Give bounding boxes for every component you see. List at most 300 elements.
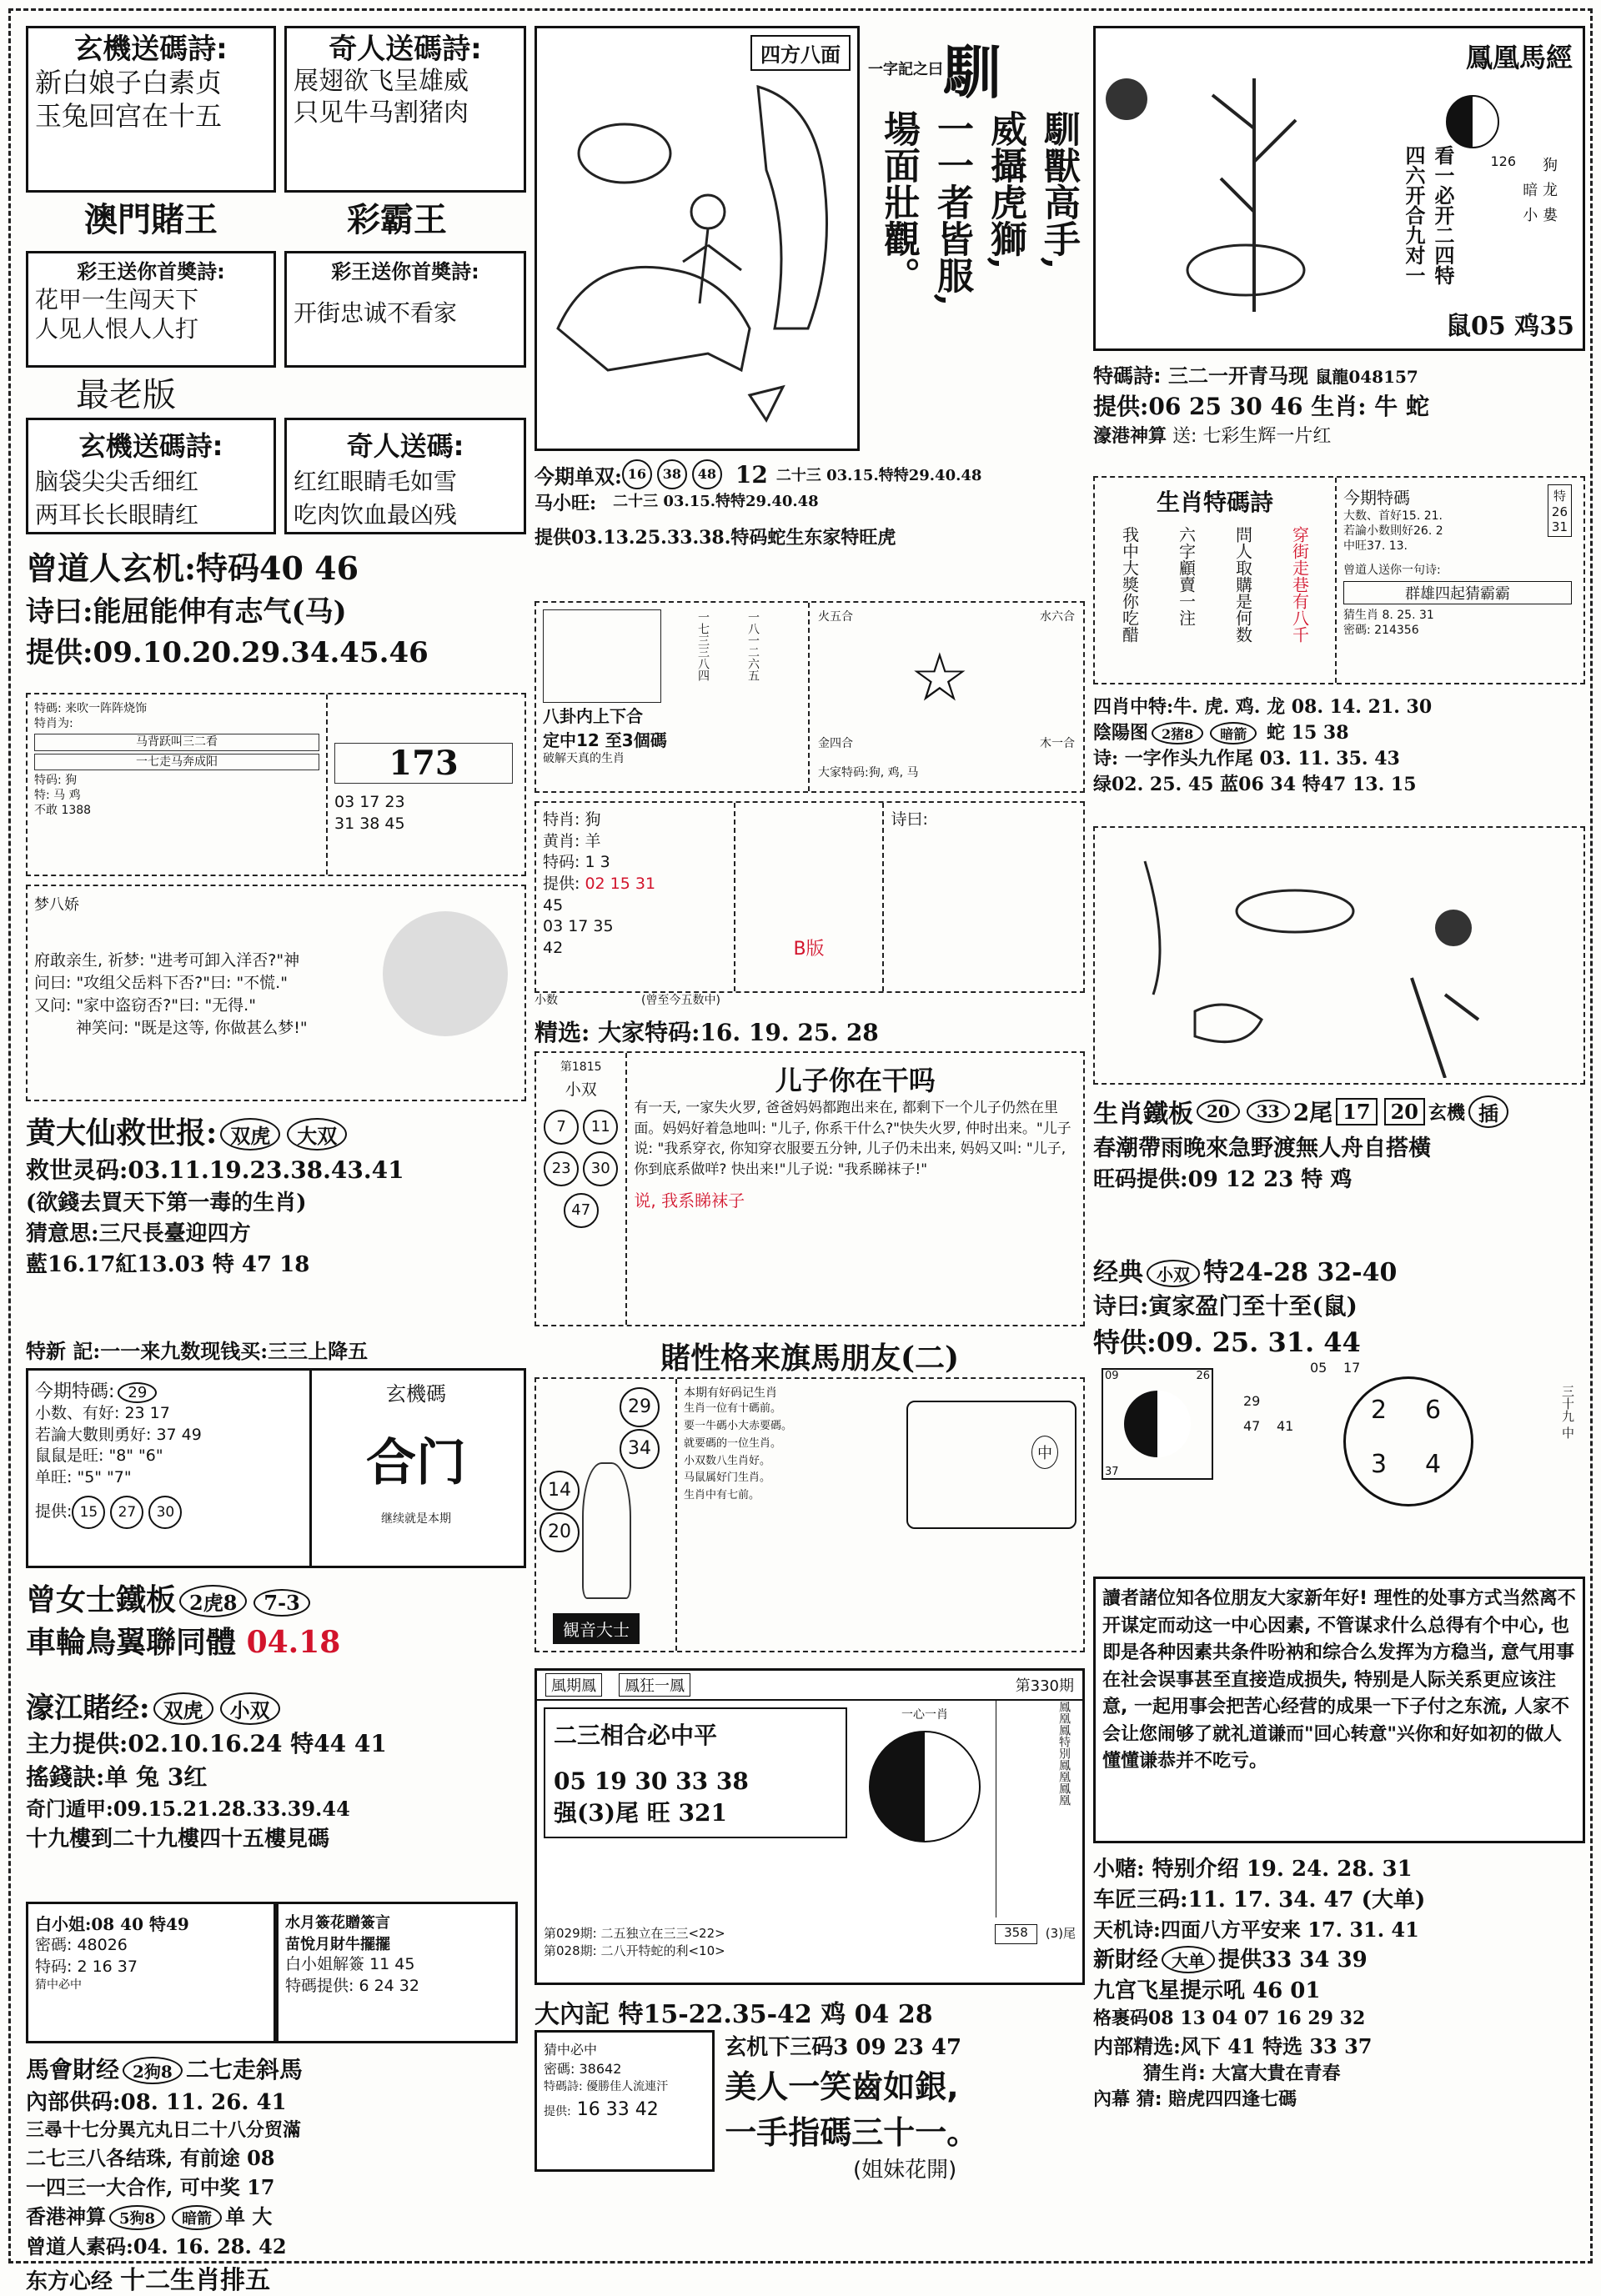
value: 狗 <box>585 810 601 829</box>
value: 17 <box>1343 1360 1361 1376</box>
tab: 風期鳳 <box>545 1673 602 1697</box>
poem-line: 美人一笑齒如銀, <box>725 2068 959 2105</box>
value: (曾至今五数中) <box>641 994 720 1007</box>
label: 本期有好码记生肖 <box>684 1386 778 1400</box>
line: 提供03.13.25.33.38.特码蛇生东家特旺虎 <box>535 527 896 549</box>
value: 42 <box>635 2099 659 2120</box>
value: 11 45 <box>369 1955 415 1973</box>
zeng-line: 提供:09.10.20.29.34.45.46 <box>26 636 429 669</box>
tag: 双虎 <box>220 1118 280 1151</box>
value: 一七走马奔成阳 <box>34 754 319 770</box>
label: 水六合 <box>1040 610 1075 624</box>
label: 特肖: <box>543 810 580 829</box>
line: 四肖中特:牛. 虎. 鸡. 龙 08. 14. 21. 30 <box>1093 696 1433 718</box>
son-section <box>535 1051 1085 1326</box>
body-line: 小双数八生肖好。 <box>684 1454 771 1467</box>
value: 26 <box>1551 504 1568 519</box>
value: 31 <box>1551 519 1568 534</box>
reader-notice <box>1093 1577 1585 1843</box>
value: 4 <box>1425 1450 1442 1479</box>
label: 特码: <box>34 773 62 787</box>
label: 火五合 <box>818 610 853 624</box>
body-line: 生肖中有七前。 <box>684 1489 760 1502</box>
label: 特碼: <box>34 702 62 715</box>
mahui-section <box>26 2052 526 2296</box>
value: 鼠05 鸡35 <box>1446 312 1574 341</box>
number: 38 <box>657 459 687 489</box>
line: 玄机下三码3 09 23 47 <box>725 2035 962 2060</box>
value: 蛇 15 38 <box>1266 722 1349 744</box>
tema-big-number: 173 <box>334 743 513 784</box>
label: 诗曰: <box>891 810 928 829</box>
poem-box-qiren-2 <box>284 418 526 534</box>
tag: 5狗8 <box>109 2205 165 2230</box>
poem-line: 我中大獎你吃醋 <box>1119 526 1140 643</box>
tag: 小双 <box>220 1692 280 1725</box>
poem-box-xuanji <box>26 26 276 193</box>
line: 一四三一大合作, 可中奖 17 <box>26 2175 275 2199</box>
line: 小赌: 特别介绍 19. 24. 28. 31 <box>1093 1857 1413 1882</box>
tag: 大单 <box>1162 1946 1215 1973</box>
section-title: 生肖鐵板 <box>1093 1100 1193 1129</box>
label: 特码: <box>543 853 580 872</box>
value: 09 <box>1105 1370 1119 1382</box>
poem-line: 春潮帶雨晚來急野渡無人舟自搭橫 <box>1093 1135 1431 1161</box>
value: 358 <box>995 1924 1037 1944</box>
number: 48 <box>692 459 722 489</box>
jingdian-section <box>1093 1251 1585 1568</box>
value: 猜中必中 <box>35 1978 82 1993</box>
label: 今期特碼: <box>35 1381 115 1402</box>
texiao-section <box>535 801 1085 993</box>
section-title: 经典 <box>1093 1258 1143 1287</box>
xun-poem <box>860 26 1085 451</box>
value: 31 38 45 <box>334 814 405 833</box>
number: 15 <box>72 1496 105 1529</box>
line: 若論小数則好26. 2 <box>1343 524 1443 539</box>
value: 6 24 32 <box>359 1976 419 1995</box>
body-line: 生肖一位有十碼前。 <box>684 1402 782 1416</box>
gift-line: 花甲一生闯天下 <box>35 286 199 314</box>
value: 45 <box>543 895 564 915</box>
line: 05 19 30 33 38 <box>554 1767 749 1795</box>
section-title: 馬會財经 <box>26 2056 120 2083</box>
body-line: 就要碼的一位生肖。 <box>684 1436 782 1450</box>
label: 提供: <box>35 1501 73 1521</box>
value: 三二一开青马现 <box>1167 364 1308 388</box>
value: 16 <box>576 2099 600 2120</box>
value: 2 <box>1371 1396 1388 1425</box>
haojiang-section <box>26 1685 526 1893</box>
value: 41 <box>1277 1418 1294 1434</box>
tag: 双虎 <box>153 1692 213 1725</box>
shengxiao-tema-section <box>1093 476 1585 684</box>
value: "5" "7" <box>77 1467 132 1486</box>
poem-line: 一一者皆服, <box>931 110 973 307</box>
value: B版 <box>793 939 825 960</box>
label: 提供: <box>544 2105 571 2118</box>
value: 送: 七彩生辉一片红 <box>1172 426 1332 447</box>
label: 若論大數則勇好: <box>35 1425 152 1444</box>
label: 小数、有好: <box>35 1404 120 1422</box>
tag: 小双 <box>1147 1260 1200 1287</box>
value: 二十三 03.15.特特29.40.48 <box>613 493 819 510</box>
label: 玄機碼 <box>386 1382 446 1406</box>
number: 29 <box>620 1387 660 1427</box>
line: 三尋十七分異亢丸日二十八分贸滿 <box>26 2119 302 2141</box>
value: 小数 <box>535 994 558 1007</box>
value: 马 鸡 <box>53 788 81 802</box>
wang-section <box>535 1335 1085 1660</box>
poem-title: 玄機送碼詩: <box>78 430 223 462</box>
label: 鼠鼠是旺: <box>35 1446 104 1466</box>
line: 猜生肖: 大富大貴在青春 <box>1143 2063 1341 2084</box>
value: 05 <box>1310 1360 1327 1376</box>
poem-line: 穿街走巷有八千 <box>1289 526 1310 643</box>
flying-figure-illustration <box>1093 826 1585 1085</box>
gift-title: 彩王送你首奬詩: <box>331 260 479 283</box>
value: 大家特码:狗, 鸡, 马 <box>818 766 919 780</box>
number: 30 <box>583 1151 618 1186</box>
newspaper-page <box>8 8 1593 2295</box>
poem-title: 奇人送碼: <box>346 430 464 462</box>
label: 小双 <box>565 1080 597 1100</box>
value: 特 <box>1553 489 1566 504</box>
lion-tiger-drawing-icon <box>541 53 858 451</box>
value: 一八一二六五 <box>746 611 760 681</box>
value: 03 17 35 <box>543 917 614 936</box>
huang-daxian-section <box>26 1110 526 1326</box>
label: 木一合 <box>1040 737 1075 750</box>
label: 东方心经 <box>26 2269 113 2294</box>
zeng-nvshi-section <box>26 1577 526 1677</box>
line: 诗: 一字作头九作尾 03. 11. 35. 43 <box>1093 748 1400 770</box>
clock-icon <box>1343 1376 1473 1506</box>
value: 继续就是本期 <box>381 1512 451 1526</box>
value: 37 49 <box>156 1425 202 1444</box>
number: 16 <box>622 459 652 489</box>
line: (欲錢去買天下第一毒的生肖) <box>26 1191 307 1216</box>
poem-line: 新白娘子白素贞 <box>35 67 223 99</box>
gift-title: 彩王送你首奬詩: <box>77 260 225 283</box>
guanyin-figure-icon <box>582 1462 631 1599</box>
label: 提供: <box>543 874 580 893</box>
value: 鼠龍048157 <box>1315 367 1418 387</box>
label: 密碼: <box>35 1936 73 1954</box>
section-title: 生肖特碼詩 <box>1156 489 1273 516</box>
danei-section <box>535 1993 1085 2183</box>
tag: 33 <box>1247 1100 1290 1123</box>
poem-line: 红红眼睛毛如雪 <box>294 468 458 495</box>
line: 主力提供:02.10.16.24 <box>26 1730 283 1757</box>
number: 7 <box>544 1110 579 1145</box>
poem-line: 两耳长长眼睛红 <box>35 501 199 529</box>
gift-line: 开街忠诚不看家 <box>294 299 458 328</box>
poem-line: 威攝虎獅, <box>984 110 1026 270</box>
face-drawing-icon <box>906 1401 1077 1529</box>
tag: 17 <box>1336 1098 1377 1125</box>
label: 陰陽图 <box>1093 722 1149 744</box>
xiaodu-section <box>1093 1852 1585 2111</box>
label: 密碼: <box>544 2061 575 2077</box>
bagua-section <box>535 601 1085 793</box>
value: 来吹一阵阵烧饰 <box>65 702 148 715</box>
number: 47 <box>564 1193 599 1228</box>
line: 苗悅月財牛擺擺 <box>285 1936 390 1953</box>
tema-poem-section <box>1093 359 1585 468</box>
line: 特供:09. 25. 31. 44 <box>1093 1326 1361 1358</box>
tab: 第330期 <box>1015 1677 1074 1695</box>
line: 旺码提供:09 12 23 特 鸡 <box>1093 1167 1353 1192</box>
value: 提供33 34 39 <box>1218 1948 1368 1973</box>
oldest-edition: 最老版 <box>76 376 176 414</box>
line: 搖錢訣:单 兔 3红 <box>26 1763 208 1791</box>
line: 破解天真的生肖 <box>543 752 625 765</box>
poem-line: 脑袋尖尖舌细红 <box>35 468 199 495</box>
number: 30 <box>148 1496 182 1529</box>
tag: 2尾 <box>1292 1099 1333 1126</box>
section-title: 鳳凰馬經 <box>1465 42 1573 73</box>
line: 车匠三码:11. 17. 34. 47 (大单) <box>1093 1887 1426 1912</box>
label: 不敢 <box>34 804 58 818</box>
poem-title: 奇人送碼詩: <box>329 33 482 66</box>
label: 特码: <box>35 1957 73 1976</box>
tag: 20 <box>1197 1100 1240 1123</box>
poem-box-xuanji-2 <box>26 418 276 534</box>
value: 暗 龙 <box>1523 182 1558 199</box>
dream-title: 梦八娇 <box>34 896 79 914</box>
value: 大家特码:16. 19. 25. 28 <box>598 1019 879 1046</box>
label: 新財经 <box>1093 1948 1159 1973</box>
section-title: 賭性格来旗馬朋友(二) <box>660 1341 960 1376</box>
tema-box <box>26 693 526 876</box>
line: 强(3)尾 旺 321 <box>554 1799 727 1827</box>
value: 单 大 <box>225 2204 273 2228</box>
tag: 2虎8 <box>179 1585 247 1617</box>
value: 三十九 中 <box>1560 1385 1575 1439</box>
line: 十九樓到二十九樓四十五樓見碼 <box>26 1827 330 1852</box>
label: 今期单双: <box>535 464 622 489</box>
line: 大数、首好15. 21. <box>1343 509 1443 523</box>
label: 特: <box>34 788 50 802</box>
tamer-illustration <box>535 26 860 451</box>
poem-line: 問人取購是何数 <box>1232 526 1253 643</box>
fenghuang-section <box>1093 26 1585 351</box>
line: 九宫飞星提示吼 46 01 <box>1093 1978 1321 2003</box>
poem-foot: (姐妹花開) <box>852 2158 957 2183</box>
value: 37 <box>1105 1466 1119 1478</box>
label: 猜中必中 <box>544 2042 598 2058</box>
poem-title: 玄機送碼詩: <box>74 33 228 66</box>
value: 特44 41 <box>290 1730 387 1757</box>
numbers-section <box>535 459 1085 593</box>
column-middle <box>535 26 1085 2183</box>
tag: 2狗8 <box>123 2057 183 2084</box>
section-title: 今期特碼 <box>1343 488 1410 508</box>
poem-box-qiren <box>284 26 526 193</box>
texin-line: 特新 記:一一来九数现钱买:三三上降五 <box>26 1339 369 1363</box>
label: 黄肖: <box>543 831 580 850</box>
number: 14 <box>540 1471 580 1511</box>
line: 定中12 至3個碼 <box>543 730 667 750</box>
gift-line: 人见人恨人人打 <box>35 315 199 343</box>
tag: 暗箭 <box>1210 722 1257 744</box>
value: 一七三三八四 <box>696 611 710 681</box>
value: 合门 <box>366 1434 466 1492</box>
poem-line: 看一必开二四特 <box>1431 145 1454 285</box>
poem-line: 場面壯觀。 <box>877 110 920 293</box>
yin-yang-icon <box>1446 95 1499 148</box>
line: 诗曰:寅家盈门至十至(鼠) <box>1093 1292 1358 1320</box>
value: 1388 <box>61 804 92 818</box>
value: 1 3 <box>585 853 610 872</box>
notice-text: 讀者諸位知各位朋友大家新年好! 理性的处事方式当然离不开谋定而动这一中心因素, 不管谋求什么总得有个中心, 也即是各种因素共条件吩衲和综合么发挥为方稳当, 意气用事在社会误事甚至直接造成损失, 特别是人际关系更应该注意, 一起用事会把苦心经营的成果一下子付之东流, 人家不会让您闹够了就礼道谦而"回心转意"兴你和好如初的做人懂懂谦恭并不吃亏。 <box>1102 1588 1576 1772</box>
value: 狗 <box>1543 157 1558 174</box>
line: 救世灵码:03.11.19.23.38.43.41 <box>26 1156 404 1184</box>
label: 內幕 <box>1093 2089 1131 2110</box>
value: 狗 <box>65 773 78 787</box>
box <box>544 1707 847 1838</box>
value: 42 <box>543 938 564 957</box>
story-foot: 说, 我系睇袜子 <box>634 1190 745 1211</box>
star-icon: ☆ <box>910 639 970 716</box>
sixiao-section <box>1093 693 1585 818</box>
value: 優勝佳人流連汗 <box>586 2080 669 2093</box>
value: 6 <box>1425 1396 1442 1425</box>
line: 白小姐:08 40 特49 <box>35 1914 189 1934</box>
value: 12 <box>735 460 768 489</box>
story-text: 有一天, 一家失火罗, 爸爸妈妈都跑出来在, 都剩下一个儿子仍然在里面。妈妈好着急地叫: "儿子, 你系干什么?"快失火罗, 仲时出来。"儿子说: "我系穿衣, 你知穿衣服要五分钟, 儿子仍未出来, 妈妈又叫: "儿子, 你到底系做咩? 快出来!"儿子说: "我系睇袜子!" <box>634 1100 1072 1178</box>
tab: 鳳狂一鳳 <box>619 1673 690 1697</box>
line: 車輪鳥翼聯同體 <box>26 1625 237 1660</box>
poem-line: 六字顧賣一注 <box>1176 526 1197 626</box>
zeng-line: 曾道人玄机:特码40 46 <box>26 549 359 587</box>
fengqi-section <box>535 1668 1085 1985</box>
story-title: 儿子你在干吗 <box>775 1065 936 1096</box>
line: 特24-28 32-40 <box>1203 1258 1398 1287</box>
label: 白小姐解簽 <box>285 1955 365 1973</box>
line: 曾道人素码:04. 16. 28. 42 <box>26 2234 287 2258</box>
label: 特碼詩: <box>1093 364 1162 388</box>
poem-line: 馴獸高手, <box>1037 110 1080 270</box>
dream-text: 神笑问: "既是这等, 你做甚么梦!" <box>76 1019 308 1037</box>
line: 第028期: 二八开特蛇的利<10> <box>544 1943 725 1958</box>
value: 猜: 賠虎四四逢七碼 <box>1136 2089 1297 2110</box>
xiaojie-section <box>26 1902 526 2043</box>
line: 天机诗:四面八方平安来 17. 31. 41 <box>1093 1918 1419 1942</box>
line: 格裹码08 13 04 07 16 29 32 <box>1093 2008 1366 2029</box>
label: 金四合 <box>818 737 853 750</box>
tag: 四方八面 <box>750 35 851 71</box>
value: 23 17 <box>124 1404 170 1422</box>
side-text: 鳳凰鳳特別鳳凰鳳凰 <box>996 1701 1072 1918</box>
label: 特肖为: <box>34 717 73 731</box>
dream-text: 又问: "家中盗窃否?"曰: "无得." <box>34 996 256 1015</box>
poem-line: 一手指碼三十一。 <box>725 2114 979 2151</box>
dream-section <box>26 885 526 1101</box>
line: 內部供码:08. 11. 26. 41 <box>26 2090 287 2115</box>
poem-line: 只见牛马割猪肉 <box>294 98 469 128</box>
flying-immortal-drawing-icon <box>1095 828 1578 1078</box>
tag: 29 <box>118 1382 157 1403</box>
tag: 插 <box>1468 1095 1508 1128</box>
value: 03 17 23 <box>334 793 405 811</box>
value: (3)尾 <box>1045 1926 1076 1941</box>
value: 02 15 31 <box>585 874 656 893</box>
caption: 観音大士 <box>553 1613 640 1644</box>
line: 中旺37. 13. <box>1343 539 1408 554</box>
value: 小 婁 <box>1523 207 1558 224</box>
tag: 7-3 <box>253 1589 309 1617</box>
value: 126 <box>1490 153 1516 169</box>
line: 藍16.17紅13.03 特 47 18 <box>26 1252 310 1277</box>
section-king-macau: 澳門賭王 <box>84 201 218 239</box>
line: 群雄四起猜霸霸 <box>1343 581 1572 604</box>
value: 二十三 03.15.特特29.40.48 <box>775 467 982 484</box>
gift-box-2 <box>284 251 526 368</box>
label: 精选: <box>535 1019 590 1046</box>
today-tema-box <box>26 1368 526 1568</box>
dream-text: 问曰: "攻组父岳料下否?"曰: "不慌." <box>34 974 288 992</box>
value: 3 <box>1371 1450 1388 1479</box>
value: 33 <box>605 2099 630 2120</box>
number: 20 <box>540 1512 580 1552</box>
label: 香港神算 <box>26 2204 106 2228</box>
tag: 暗箭 <box>172 2205 222 2230</box>
section-title: 黄大仙救世报: <box>26 1115 218 1151</box>
value: 2 16 37 <box>77 1957 138 1976</box>
line: 水月簽花贈簽言 <box>285 1914 390 1932</box>
label: 特碼提供: <box>285 1976 354 1995</box>
value: 29 <box>1243 1393 1261 1409</box>
section-king-caiba: 彩霸王 <box>347 201 447 239</box>
value: 38642 <box>579 2061 622 2077</box>
line: 八卦内上下合 <box>543 706 643 726</box>
section-title: 大內記 <box>535 2000 610 2029</box>
value: 26 <box>1196 1370 1210 1382</box>
section-title: 曾女士鐵板 <box>26 1582 177 1617</box>
label: 一字記之曰 <box>868 60 943 78</box>
label: 一心一肖 <box>901 1708 948 1722</box>
number: 11 <box>583 1110 618 1145</box>
line: 特15-22.35-42 鸡 04 28 <box>618 2000 933 2029</box>
column-right <box>1093 26 1585 2111</box>
label: 濠港神算 <box>1093 425 1167 447</box>
poem-line: 四六开合九对一 <box>1402 145 1425 285</box>
poem-line: 吃肉饮血最凶残 <box>294 501 458 529</box>
tag: 20 <box>1384 1098 1425 1125</box>
line: 奇门遁甲:09.15.21.28.33.39.44 <box>26 1797 350 1821</box>
poem-line: 玉兔回宫在十五 <box>35 100 223 133</box>
value: 马背跃叫三二看 <box>34 734 319 750</box>
value: "8" "6" <box>108 1446 163 1466</box>
bagua-grid-icon <box>543 609 661 703</box>
tag: 2猪8 <box>1152 722 1203 744</box>
line: 曾道人送你一句诗: <box>1343 563 1441 577</box>
line: 绿02. 25. 45 蓝06 34 特47 13. 15 <box>1093 774 1417 795</box>
label: 第1815 <box>560 1060 602 1074</box>
number: 34 <box>620 1429 660 1469</box>
number: 23 <box>544 1151 579 1186</box>
dream-text: 府敢亲生, 祈梦: "进考可卸入洋否?"神 <box>34 951 300 970</box>
poem-line: 展翅欲飞呈雄威 <box>294 67 469 97</box>
value: 48026 <box>77 1936 128 1954</box>
line: 内部精选:风下 41 特选 33 37 <box>1093 2034 1373 2058</box>
gift-box-1 <box>26 251 276 368</box>
value: 47 <box>1243 1418 1261 1434</box>
yin-yang-icon <box>1124 1391 1191 1457</box>
value: 羊 <box>585 831 601 850</box>
